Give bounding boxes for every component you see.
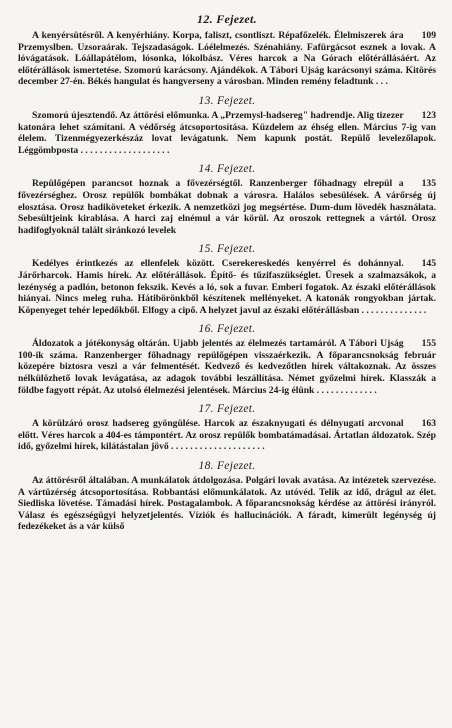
chapter-18	[18, 460, 436, 533]
chapter-summary	[18, 418, 436, 453]
chapter-heading: 15. Fejezet.	[198, 243, 256, 256]
page-number: 163	[421, 418, 436, 430]
chapter-heading: 12. Fejezet.	[197, 12, 257, 26]
page-number: 123	[421, 109, 436, 121]
page-number: 155	[421, 338, 436, 350]
chapter-summary	[18, 338, 436, 396]
chapter-12	[18, 12, 436, 88]
chapter-summary	[18, 178, 436, 236]
chapter-14	[18, 163, 436, 236]
page-number: 135	[421, 178, 436, 190]
chapter-summary-text: Szomorú újesztendő. Az áttörési előmunka. A „Przemysl-hadsereg" hadrendje. Alig tizezer katonára lehet számítani. A védőrség átcsoportosítása. Küzdelem az éhség ellen. Március 7-ig van élelem. Tizenmégyezerkészáz lovat levágatunk. Nem kapunk postát. Repülő levelezőlapok. Léggömbposta . . . . . . . . . . . . . . . . . . .	[18, 109, 436, 156]
page-number: 109	[421, 30, 436, 41]
page-number: 145	[421, 258, 436, 270]
chapter-15	[18, 243, 436, 316]
chapter-heading: 13. Fejezet.	[198, 94, 256, 107]
chapter-summary	[18, 475, 436, 533]
chapter-heading: 18. Fejezet.	[198, 460, 256, 473]
chapter-16	[18, 323, 436, 396]
chapter-summary	[18, 30, 436, 88]
chapter-13	[18, 95, 436, 156]
chapter-summary-text: Áldozatok a jótékonyság oltárán. Ujabb jelentés az élelmezés tartamáról. A Tábori Ujság 100-ik száma. Ranzenberger főhadnagy repülőgépen visszaérkezik. A főparancsnokság február közepére biztosra veszi a vár felmentését. Kedvező és kedvezőtlen hírek váltakoznak. Az összes nélkülözhető lovak levágatása, az adagok további leszállítása. Német győzelmi hírek. Klasszák a földbe fagyott répát. Az utolsó élelmezési jelentések. Március 24-ig élünk . . . . . . . . . . . . .	[18, 338, 436, 396]
chapter-summary-text: A körülzáró orosz hadsereg gyöngülése. Harcok az északnyugati és délnyugati arcvonal előtt. Véres harcok a 404-es támpontért. Az orosz repülők bombatámadásai. Ártatlan áldozatok. Szép idő, győzelmi hírek, kilátástalan jövő . . . . . . . . . . . . . . . . . . . .	[18, 418, 436, 453]
chapter-summary	[18, 258, 436, 316]
chapter-summary	[18, 110, 436, 156]
chapter-summary-text: Kedélyes érintkezés az ellenfelek között. Cserekereskedés kenyérrel és dohánnyal. Járőrharcok. Hamis hírek. Az előtérállások. Építő- és tűzifaszükséglet. Üresek a szalmazsákok, a lezénység a padlón, betonon fekszik. Kevés a ló, sok a fuvar. Emberi fogatok. Az északi előtérállások hiányai. Nincs meleg ruha. Hátibörönkből készítenek mellényeket. A katonák rongyokban jártak. Köpenyeget tehér lepedőkből. Elfogy a cipő. A helyzet javul az északi előtérállásban . . . . . . . . . . . . . .	[18, 258, 436, 316]
chapter-summary-text: Az áttörésről általában. A munkálatok átdolgozása. Polgári lovak avatása. Az intézetek szervezése. A vártüzérség átcsoportosítása. Robbantási előmunkálatok. Az utóvéd. Telik az idő, drágul az élet. Siedliska lövetése. Támadási hírek. Postagalambok. A főparancsnokság kérdése az áttörési irányról. Válasz és egészségügyi helyzetjelentés. Víziók és hallucinációk. A fáradt, kimerült legénység új fedezékeket ás a vár külső	[18, 475, 436, 533]
chapter-summary-text: A kenyérsütésről. A kenyérhiány. Korpa, faliszt, csontliszt. Répafőzelék. Élelmiszerek ára Przemyslben. Uzsoraárak. Tejszadaságok. Lóélelmezés. Szénahiány. Fafürgácsot esznek a lovak. A lóvágatások. Lóállapátélom, lósonka, lókolbász. Véres harcok a Na Górach előtérállásáért. Az előtérállások ismertetése. Szomorú karácsony. Ajándékok. A Tábori Ujság karácsonyi száma. Kitörés december 27-én. Békés hangulat és hangverseny a városban. Minden remény feladtunk . . .	[18, 30, 436, 88]
chapter-17	[18, 403, 436, 453]
chapter-summary-text: Repülőgépen parancsot hoznak a fővezérségtől. Ranzenberger főhadnagy elrepül a fővezérséghez. Orosz repülők bombákat dobnak a városra. Halálos sebesülések. A várőrség új elosztása. Orosz hadiköveteket érkezik. A nemzetközi jog megsértése. Dum-dum lövedék használata. Sebesültjeink kirablása. A harci zaj elnémul a vár körül. Az oroszok rettegnek a vártól. Orosz hadifoglyoknál talált siránkozó levelek	[18, 178, 436, 236]
chapter-heading: 17. Fejezet.	[198, 403, 256, 416]
chapter-heading: 14. Fejezet.	[198, 163, 256, 176]
chapter-heading: 16. Fejezet.	[198, 323, 256, 336]
